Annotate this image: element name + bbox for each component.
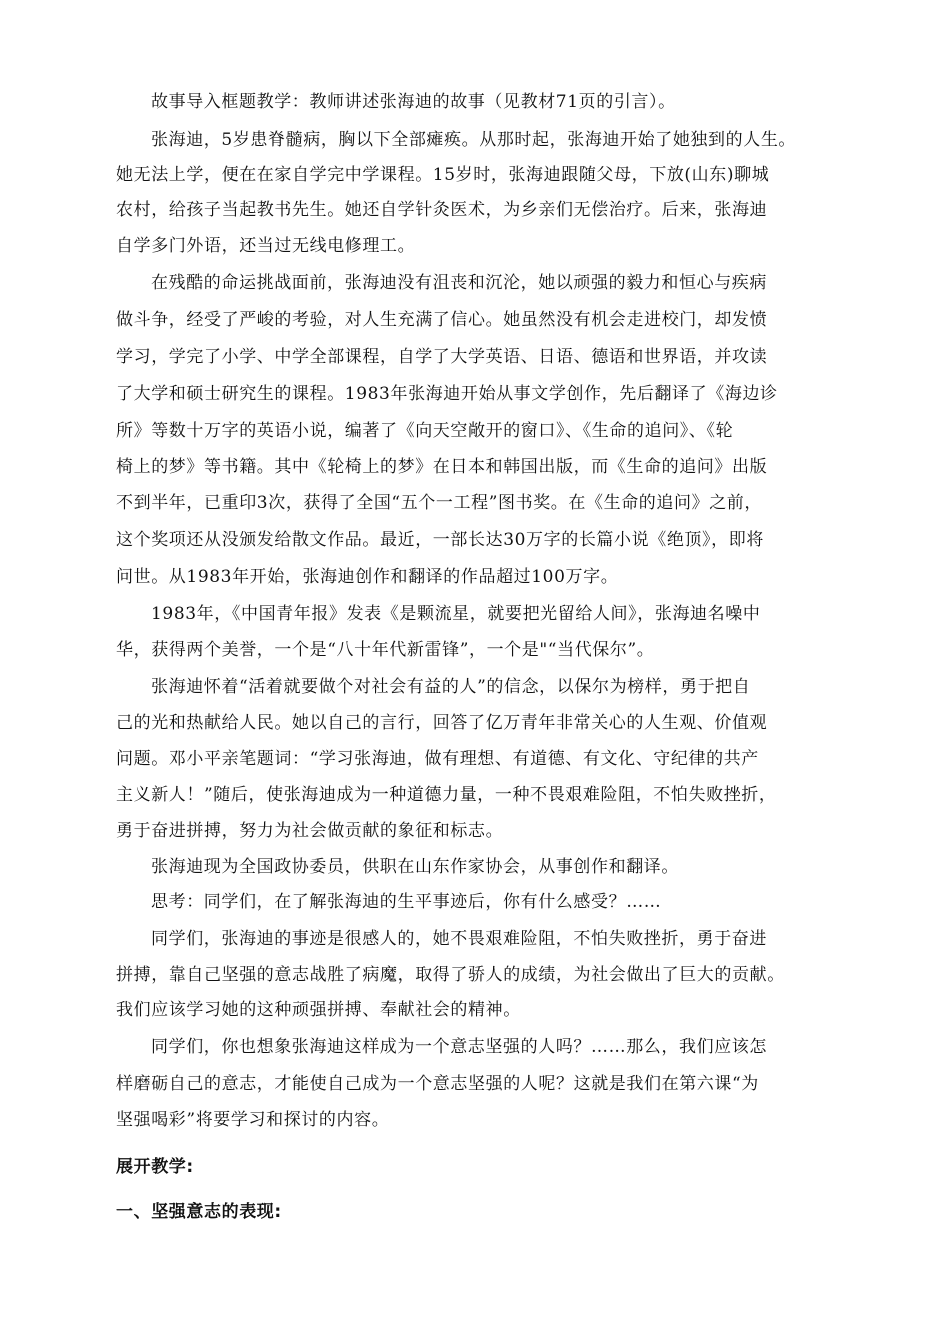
paragraph-line: 同学们，张海迪的事迹是很感人的，她不畏艰难险阻，不怕失败挫折，勇于奋进 bbox=[151, 929, 767, 949]
paragraph-line: 拼搏，靠自己坚强的意志战胜了病魔，取得了骄人的成绩，为社会做出了巨大的贡献。 bbox=[116, 965, 785, 985]
paragraph-line: 坚强喝彩”将要学习和探讨的内容。 bbox=[116, 1110, 390, 1130]
paragraph-line: 问世。从1983年开始，张海迪创作和翻译的作品超过100万字。 bbox=[116, 567, 619, 587]
paragraph-line: 1983年，《中国青年报》发表《是颗流星，就要把光留给人间》，张海迪名噪中 bbox=[151, 604, 761, 624]
paragraph-line: 我们应该学习她的这种顽强拼搏、奉献社会的精神。 bbox=[116, 1000, 521, 1020]
paragraph-line: 同学们，你也想象张海迪这样成为一个意志坚强的人吗？……那么，我们应该怎 bbox=[151, 1037, 767, 1057]
paragraph-line: 问题。邓小平亲笔题词：“学习张海迪，做有理想、有道德、有文化、守纪律的共产 bbox=[116, 749, 759, 769]
paragraph-line: 思考：同学们，在了解张海迪的生平事迹后，你有什么感受？…… bbox=[151, 892, 662, 912]
section-heading-teaching: 展开教学: bbox=[116, 1157, 194, 1177]
paragraph-line: 这个奖项还从没颁发给散文作品。最近，一部长达30万字的长篇小说《绝顶》，即将 bbox=[116, 530, 764, 550]
paragraph-line: 所》等数十万字的英语小说，编著了《向天空敞开的窗口》、《生命的追问》、《轮 bbox=[116, 421, 734, 441]
paragraph-line: 在残酷的命运挑战面前，张海迪没有沮丧和沉沦，她以顽强的毅力和恒心与疾病 bbox=[151, 273, 767, 293]
paragraph-line: 样磨砺自己的意志，才能使自己成为一个意志坚强的人呢？这就是我们在第六课“为 bbox=[116, 1074, 759, 1094]
paragraph-line: 张海迪现为全国政协委员，供职在山东作家协会，从事创作和翻译。 bbox=[151, 857, 679, 877]
section-heading-strong-will: 一、坚强意志的表现: bbox=[116, 1202, 282, 1222]
paragraph-line: 椅上的梦》等书籍。其中《轮椅上的梦》在日本和韩国出版，而《生命的追问》出版 bbox=[116, 457, 768, 477]
paragraph-line: 农村，给孩子当起教书先生。她还自学针灸医术，为乡亲们无偿治疗。后来，张海迪 bbox=[116, 200, 768, 220]
paragraph-line: 做斗争，经受了严峻的考验，对人生充满了信心。她虽然没有机会走进校门，却发愤 bbox=[116, 310, 768, 330]
paragraph-line: 张海迪，5岁患脊髓病，胸以下全部瘫痪。从那时起，张海迪开始了她独到的人生。 bbox=[151, 130, 797, 150]
paragraph-line: 勇于奋进拼搏，努力为社会做贡献的象征和标志。 bbox=[116, 821, 504, 841]
paragraph-line: 己的光和热献给人民。她以自己的言行，回答了亿万青年非常关心的人生观、价值观 bbox=[116, 713, 768, 733]
paragraph-intro: 故事导入框题教学：教师讲述张海迪的故事（见教材71页的引言）。 bbox=[151, 92, 676, 112]
paragraph-line: 华，获得两个美誉，一个是“八十年代新雷锋”，一个是"“当代保尔”。 bbox=[116, 640, 655, 660]
paragraph-line: 张海迪怀着“活着就要做个对社会有益的人”的信念，以保尔为榜样，勇于把自 bbox=[151, 677, 751, 697]
paragraph-line: 自学多门外语，还当过无线电修理工。 bbox=[116, 236, 416, 256]
paragraph-line: 她无法上学，便在在家自学完中学课程。15岁时，张海迪跟随父母，下放(山东)聊城 bbox=[116, 165, 770, 185]
paragraph-line: 主义新人！”随后，使张海迪成为一种道德力量，一种不畏艰难险阻，不怕失败挫折， bbox=[116, 785, 777, 805]
paragraph-line: 学习，学完了小学、中学全部课程，自学了大学英语、日语、德语和世界语，并攻读 bbox=[116, 347, 768, 367]
paragraph-line: 不到半年，已重印3次，获得了全国“五个一工程”图书奖。在《生命的追问》之前， bbox=[116, 493, 762, 513]
paragraph-line: 了大学和硕士研究生的课程。1983年张海迪开始从事文学创作，先后翻译了《海边诊 bbox=[116, 384, 778, 404]
